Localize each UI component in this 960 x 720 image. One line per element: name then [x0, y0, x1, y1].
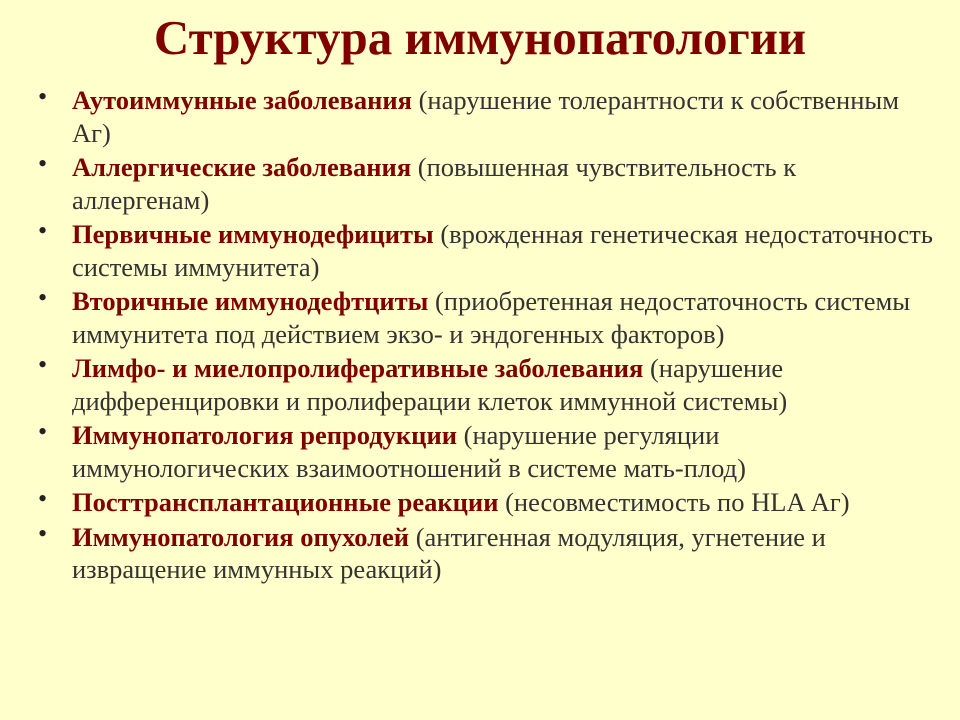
list-item: [38, 486, 938, 519]
bullet-icon: •: [38, 149, 48, 178]
bullet-icon: •: [38, 484, 48, 513]
item-term: Аутоиммунные заболевания: [72, 85, 412, 115]
item-term: Первичные иммунодефициты: [72, 219, 434, 249]
item-description: (нарушение дифференцировки и пролиферации клеток иммунной системы): [72, 353, 788, 416]
item-description: (несовместимость по HLA Аг): [505, 487, 850, 517]
item-description: (приобретенная недостаточность системы иммунитета под действием экзо- и эндогенных факторов): [72, 286, 911, 349]
list-item: [38, 518, 938, 586]
item-description: (повышенная чувствительность к аллергенам): [72, 152, 797, 215]
list-item: [38, 218, 938, 283]
item-description: (нарушение толерантности к собственным Аг): [72, 85, 899, 148]
item-term: Иммунопатология репродукции: [72, 420, 457, 450]
item-term: Иммунопатология опухолей: [72, 521, 410, 552]
bullet-icon: •: [38, 350, 48, 379]
item-description: (нарушение регуляции иммунологических взаимоотношений в системе мать-плод): [72, 420, 746, 483]
list-item: [38, 151, 938, 216]
item-term: Вторичные иммунодефтциты: [72, 286, 429, 316]
bullet-icon: •: [38, 518, 48, 548]
bullet-icon: •: [38, 283, 48, 312]
list-item: [38, 419, 938, 484]
bullet-list: [38, 84, 938, 588]
bullet-icon: •: [38, 82, 48, 111]
slide-title: Структура иммунопатологии: [153, 10, 807, 65]
item-description: (антигенная модуляция, угнетение и извращение иммунных реакций): [72, 521, 826, 584]
item-description: (врожденная генетическая недостаточность системы иммунитета): [72, 219, 933, 282]
list-item: [38, 84, 938, 149]
item-term: Посттрансплантационные реакции: [72, 487, 499, 517]
list-item: [38, 352, 938, 417]
list-item: [38, 285, 938, 350]
bullet-icon: •: [38, 216, 48, 245]
item-term: Лимфо- и миелопролиферативные заболевания: [72, 353, 644, 383]
bullet-icon: •: [38, 417, 48, 446]
item-term: Аллергические заболевания: [72, 152, 412, 182]
